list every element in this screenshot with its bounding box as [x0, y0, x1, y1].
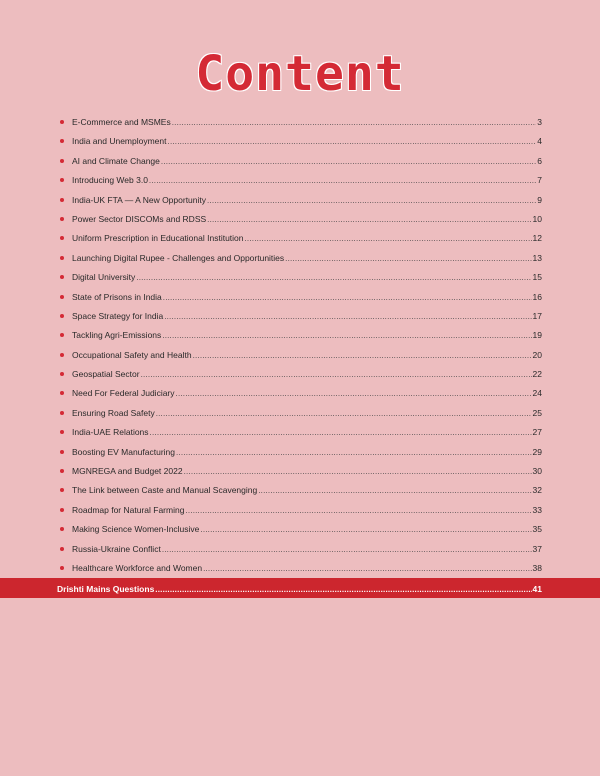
dot-leader: [285, 253, 531, 265]
highlight-page-number: 41: [532, 584, 542, 594]
bullet-icon: [60, 314, 64, 318]
toc-entry-label: MGNREGA and Budget 2022: [72, 466, 183, 477]
toc-entry[interactable]: [0, 481, 600, 500]
toc-entry[interactable]: [0, 501, 600, 520]
dot-leader: [162, 330, 531, 342]
toc-page-number: 6: [537, 155, 542, 166]
toc-row: [72, 562, 542, 575]
toc-row: [72, 174, 542, 187]
dot-leader: [193, 350, 532, 362]
toc-entry-label: Russia-Ukraine Conflict: [72, 543, 161, 554]
page-title: Content: [195, 46, 405, 102]
highlight-entry[interactable]: [0, 578, 600, 598]
toc-page-number: 33: [532, 504, 542, 515]
toc-entry-label: The Link between Caste and Manual Scavenging: [72, 485, 258, 496]
toc-row: [72, 446, 542, 459]
bullet-icon: [60, 508, 64, 512]
toc-entry[interactable]: [0, 443, 600, 462]
bullet-icon: [60, 391, 64, 395]
toc-entry[interactable]: [0, 229, 600, 248]
dot-leader: [141, 369, 532, 381]
toc-entry-label: Tackling Agri-Emissions: [72, 330, 162, 341]
dot-leader: [200, 524, 531, 536]
toc-entry-label: Digital University: [72, 272, 136, 283]
dot-leader: [176, 388, 532, 400]
toc-entry-label: Roadmap for Natural Farming: [72, 504, 185, 515]
bullet-icon: [60, 488, 64, 492]
dot-leader: [245, 233, 532, 245]
toc-row: [72, 407, 542, 420]
toc-entry-label: Space Strategy for India: [72, 310, 164, 321]
bullet-icon: [60, 333, 64, 337]
dot-leader: [258, 485, 531, 497]
toc-row: [72, 291, 542, 304]
toc-row: [72, 368, 542, 381]
toc-entry[interactable]: [0, 210, 600, 229]
toc-row: [72, 310, 542, 323]
toc-row: [72, 213, 542, 226]
toc-entry[interactable]: [0, 171, 600, 190]
toc-entry[interactable]: [0, 326, 600, 345]
dot-leader: [163, 292, 532, 304]
dot-leader: [185, 505, 531, 517]
dot-leader: [155, 584, 531, 596]
toc-page-number: 15: [532, 272, 542, 283]
dot-leader: [184, 466, 532, 478]
toc-entry[interactable]: [0, 540, 600, 559]
toc-entry-label: Power Sector DISCOMs and RDSS: [72, 213, 207, 224]
toc-page-number: 30: [532, 466, 542, 477]
bullet-icon: [60, 372, 64, 376]
toc-row: [72, 349, 542, 362]
bullet-icon: [60, 217, 64, 221]
highlight-row: [57, 583, 542, 596]
toc-row: [72, 155, 542, 168]
toc-row: [72, 329, 542, 342]
dot-leader: [149, 175, 536, 187]
toc-row: [72, 387, 542, 400]
toc-page-number: 12: [532, 233, 542, 244]
toc-entry[interactable]: [0, 423, 600, 442]
toc-page-number: 35: [532, 524, 542, 535]
dot-leader: [164, 311, 531, 323]
toc-entry-label: E-Commerce and MSMEs: [72, 117, 171, 127]
bullet-icon: [60, 256, 64, 260]
bullet-icon: [60, 139, 64, 143]
toc-page-number: 38: [532, 562, 542, 573]
toc-entry-label: Making Science Women-Inclusive: [72, 524, 200, 535]
toc-entry[interactable]: [0, 152, 600, 171]
toc-row: [72, 484, 542, 497]
toc-entry[interactable]: [0, 307, 600, 326]
toc-entry-label: Ensuring Road Safety: [72, 407, 155, 418]
toc-page-number: 4: [537, 136, 542, 147]
toc-page-number: 10: [532, 213, 542, 224]
dot-leader: [156, 408, 532, 420]
toc-entry[interactable]: [0, 365, 600, 384]
dot-leader: [172, 117, 537, 129]
toc-row: [72, 116, 542, 129]
bullet-icon: [60, 198, 64, 202]
dot-leader: [162, 544, 532, 556]
bullet-icon: [60, 159, 64, 163]
bullet-icon: [60, 295, 64, 299]
toc-entry[interactable]: [0, 288, 600, 307]
dot-leader: [176, 447, 532, 459]
toc-entry[interactable]: [0, 249, 600, 268]
toc-page-number: 27: [532, 427, 542, 438]
bullet-icon: [60, 547, 64, 551]
toc-entry-label: India-UK FTA — A New Opportunity: [72, 194, 207, 205]
highlight-label: Drishti Mains Questions: [57, 584, 155, 594]
bullet-icon: [60, 275, 64, 279]
toc-page-number: 32: [532, 485, 542, 496]
toc-entry-label: Uniform Prescription in Educational Institution: [72, 233, 244, 244]
bullet-icon: [60, 411, 64, 415]
toc-entry-label: AI and Climate Change: [72, 155, 160, 166]
toc-entry[interactable]: [0, 268, 600, 287]
toc-entry[interactable]: [0, 346, 600, 365]
table-of-contents: [0, 113, 600, 578]
toc-page-number: 22: [532, 369, 542, 380]
toc-entry-label: Need For Federal Judiciary: [72, 388, 175, 399]
bullet-icon: [60, 236, 64, 240]
toc-entry-label: Geospatial Sector: [72, 369, 140, 380]
toc-row: [72, 426, 542, 439]
bullet-icon: [60, 527, 64, 531]
dot-leader: [168, 136, 537, 148]
toc-page-number: 3: [537, 117, 542, 127]
dot-leader: [207, 214, 531, 226]
bullet-icon: [60, 450, 64, 454]
bullet-icon: [60, 353, 64, 357]
toc-entry[interactable]: [0, 132, 600, 151]
toc-page-number: 19: [532, 330, 542, 341]
toc-page-number: 20: [532, 349, 542, 360]
dot-leader: [207, 195, 536, 207]
toc-page-number: 37: [532, 543, 542, 554]
toc-entry[interactable]: [0, 559, 600, 578]
toc-entry-label: India-UAE Relations: [72, 427, 149, 438]
toc-row: [72, 194, 542, 207]
dot-leader: [203, 563, 531, 575]
toc-entry[interactable]: [0, 520, 600, 539]
toc-row: [72, 465, 542, 478]
toc-entry-label: Boosting EV Manufacturing: [72, 446, 176, 457]
toc-entry[interactable]: [0, 404, 600, 423]
toc-page-number: 29: [532, 446, 542, 457]
toc-entry-label: Introducing Web 3.0: [72, 175, 148, 186]
toc-entry-label: Healthcare Workforce and Women: [72, 562, 203, 573]
toc-row: [72, 252, 542, 265]
toc-entry-label: State of Prisons in India: [72, 291, 162, 302]
toc-entry-label: Occupational Safety and Health: [72, 349, 192, 360]
dot-leader: [136, 272, 531, 284]
toc-entry[interactable]: [0, 113, 600, 132]
toc-row: [72, 504, 542, 517]
toc-entry-label: Launching Digital Rupee - Challenges and Opportunities: [72, 252, 285, 263]
toc-entry[interactable]: [0, 191, 600, 210]
toc-row: [72, 523, 542, 536]
dot-leader: [150, 427, 532, 439]
toc-page-number: 25: [532, 407, 542, 418]
bullet-icon: [60, 430, 64, 434]
toc-entry[interactable]: [0, 384, 600, 403]
toc-page-number: 9: [537, 194, 542, 205]
toc-entry-label: India and Unemployment: [72, 136, 167, 147]
bullet-icon: [60, 178, 64, 182]
toc-page-number: 13: [532, 252, 542, 263]
dot-leader: [161, 156, 536, 168]
bullet-icon: [60, 566, 64, 570]
toc-row: [72, 271, 542, 284]
toc-page-number: 7: [537, 175, 542, 186]
bullet-icon: [60, 469, 64, 473]
toc-row: [72, 135, 542, 148]
toc-entry[interactable]: [0, 462, 600, 481]
bullet-icon: [60, 120, 64, 124]
toc-page-number: 16: [532, 291, 542, 302]
toc-page-number: 17: [532, 310, 542, 321]
toc-row: [72, 543, 542, 556]
toc-row: [72, 232, 542, 245]
toc-page-number: 24: [532, 388, 542, 399]
